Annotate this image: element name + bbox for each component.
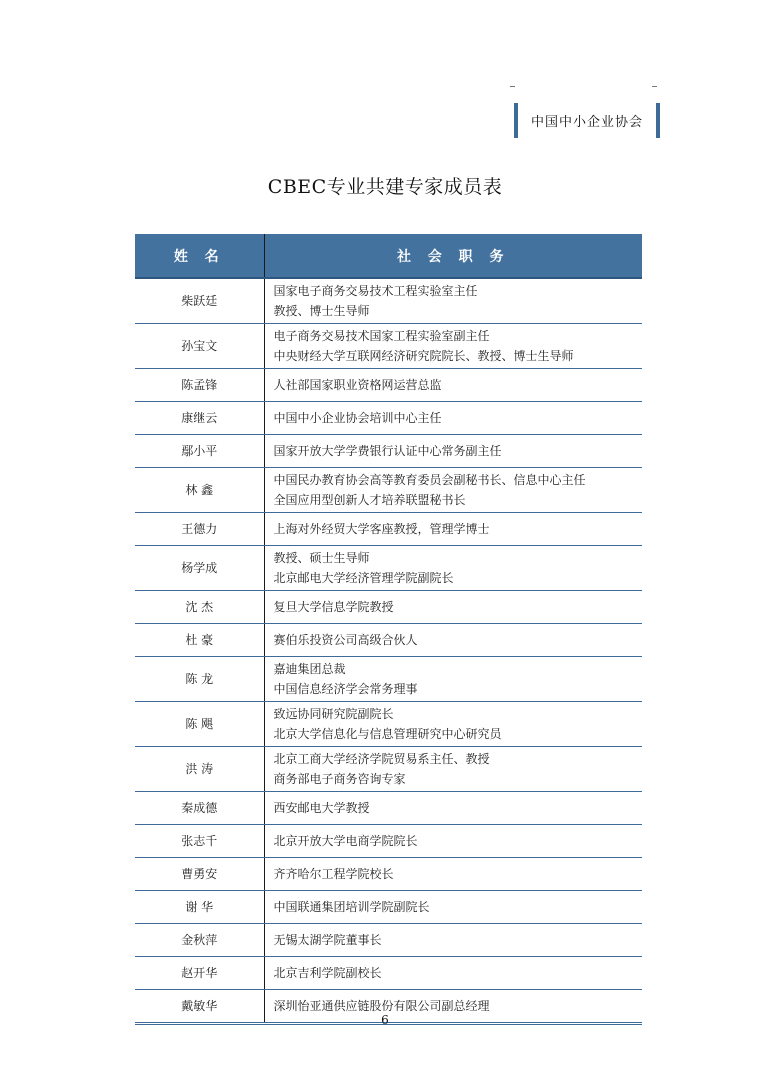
social-position-line: 复旦大学信息学院教授 [273, 600, 394, 614]
social-position-cell [264, 924, 642, 957]
organization-header [514, 103, 660, 138]
social-position-line: 商务部电子商务咨询专家 [273, 772, 406, 786]
expert-name-cell: 曹勇安 [135, 858, 264, 891]
column-header-social-position: 社 会 职 务 [264, 234, 642, 278]
social-position-cell [264, 747, 642, 792]
table-row [135, 369, 642, 402]
header-tick-left [510, 86, 515, 87]
expert-name-cell: 赵开华 [135, 957, 264, 990]
social-position-line: 国家电子商务交易技术工程实验室主任 [273, 284, 478, 298]
table-row [135, 825, 642, 858]
social-position-cell [264, 792, 642, 825]
table-row [135, 624, 642, 657]
expert-name-cell: 张志千 [135, 825, 264, 858]
expert-name-cell: 杜 豪 [135, 624, 264, 657]
expert-name-cell: 柴跃廷 [135, 278, 264, 324]
document-title: CBEC专业共建专家成员表 [267, 176, 503, 198]
social-position-cell [264, 891, 642, 924]
social-position-line: 国家开放大学学费银行认证中心常务副主任 [273, 444, 502, 458]
social-position-line: 赛伯乐投资公司高级合伙人 [273, 633, 418, 647]
table-row [135, 435, 642, 468]
social-position-line: 北京吉利学院副校长 [273, 966, 382, 980]
social-position-line: 西安邮电大学教授 [273, 801, 370, 815]
table-row [135, 468, 642, 513]
social-position-line: 中国联通集团培训学院副院长 [273, 900, 430, 914]
social-position-cell [264, 324, 642, 369]
social-position-line: 北京大学信息化与信息管理研究中心研究员 [273, 727, 502, 741]
social-position-line: 人社部国家职业资格网运营总监 [273, 378, 442, 392]
table-row [135, 402, 642, 435]
social-position-cell [264, 858, 642, 891]
social-position-line: 北京开放大学电商学院院长 [273, 834, 418, 848]
expert-name-cell: 秦成德 [135, 792, 264, 825]
expert-name-cell: 洪 涛 [135, 747, 264, 792]
expert-name-cell: 王德力 [135, 513, 264, 546]
table-row [135, 591, 642, 624]
expert-members-table [135, 234, 642, 1025]
expert-name-cell: 陈 龙 [135, 657, 264, 702]
social-position-cell [264, 513, 642, 546]
table-row [135, 513, 642, 546]
table-row [135, 702, 642, 747]
social-position-line: 中国信息经济学会常务理事 [273, 682, 418, 696]
table-row [135, 324, 642, 369]
expert-name-cell: 杨学成 [135, 546, 264, 591]
social-position-cell [264, 369, 642, 402]
social-position-line: 深圳怡亚通供应链股份有限公司副总经理 [273, 999, 490, 1013]
expert-name-cell: 康继云 [135, 402, 264, 435]
expert-name-cell: 戴敏华 [135, 990, 264, 1024]
table-row [135, 858, 642, 891]
table-row [135, 747, 642, 792]
social-position-cell [264, 957, 642, 990]
social-position-line: 致远协同研究院副院长 [273, 707, 394, 721]
social-position-cell [264, 624, 642, 657]
social-position-line: 齐齐哈尔工程学院校长 [273, 867, 394, 881]
social-position-cell [264, 657, 642, 702]
social-position-cell [264, 546, 642, 591]
expert-name-cell: 沈 杰 [135, 591, 264, 624]
table-row [135, 891, 642, 924]
table-body [135, 278, 642, 1024]
table-row [135, 278, 642, 324]
column-header-name: 姓 名 [135, 234, 264, 278]
expert-name-cell: 孙宝文 [135, 324, 264, 369]
social-position-line: 中国中小企业协会培训中心主任 [273, 411, 442, 425]
social-position-line: 全国应用型创新人才培养联盟秘书长 [273, 493, 466, 507]
organization-name: 中国中小企业协会 [530, 115, 643, 130]
social-position-cell [264, 468, 642, 513]
social-position-line: 电子商务交易技术国家工程实验室副主任 [273, 329, 490, 343]
social-position-line: 中国民办教育协会高等教育委员会副秘书长、信息中心主任 [273, 473, 586, 487]
social-position-cell [264, 825, 642, 858]
header-tick-right [652, 86, 657, 87]
social-position-cell [264, 402, 642, 435]
social-position-line: 嘉迪集团总裁 [273, 662, 346, 676]
social-position-cell [264, 435, 642, 468]
social-position-line: 无锡太湖学院董事长 [273, 933, 382, 947]
expert-name-cell: 陈孟锋 [135, 369, 264, 402]
social-position-line: 教授、硕士生导师 [273, 551, 370, 565]
social-position-line: 教授、博士生导师 [273, 304, 370, 318]
social-position-cell [264, 702, 642, 747]
expert-name-cell: 金秋萍 [135, 924, 264, 957]
social-position-line: 北京邮电大学经济管理学院副院长 [273, 571, 454, 585]
social-position-line: 中央财经大学互联网经济研究院院长、教授、博士生导师 [273, 349, 574, 363]
expert-name-cell: 陈 飓 [135, 702, 264, 747]
table-row [135, 657, 642, 702]
table-row [135, 924, 642, 957]
table-row [135, 957, 642, 990]
social-position-cell [264, 591, 642, 624]
table-header-row [135, 234, 642, 278]
page-number: 6 [381, 1013, 389, 1027]
expert-name-cell: 林 鑫 [135, 468, 264, 513]
social-position-cell [264, 278, 642, 324]
table-row [135, 792, 642, 825]
social-position-line: 北京工商大学经济学院贸易系主任、教授 [273, 752, 490, 766]
expert-name-cell: 谢 华 [135, 891, 264, 924]
social-position-line: 上海对外经贸大学客座教授，管理学博士 [273, 522, 490, 536]
expert-name-cell: 鄢小平 [135, 435, 264, 468]
table-row [135, 546, 642, 591]
